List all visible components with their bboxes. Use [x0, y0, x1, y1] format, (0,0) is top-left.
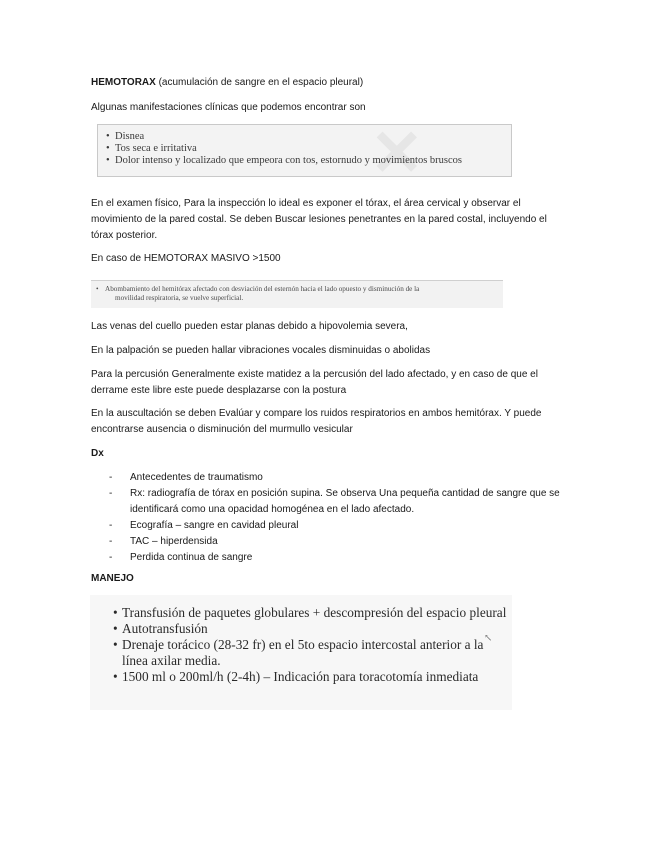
manejo-list	[116, 605, 512, 685]
clinical-manifestations-image	[97, 124, 512, 177]
manejo-item: • 1500 ml o 200ml/h (2-4h) – Indicación para toracotomía inmediata	[122, 669, 512, 685]
masivo-heading: En caso de HEMOTORAX MASIVO >1500	[91, 253, 281, 264]
dx-item: - Perdida continua de sangre	[91, 550, 568, 566]
percusion-text: Para la percusión Generalmente existe matidez a la percusión del lado afectado, y en caso de que el derrame este libre este puede desplazarse con la postura	[91, 369, 538, 396]
manejo-item: • Transfusión de paquetes globulares + descompresión del espacio pleural	[122, 605, 512, 621]
dx-list	[91, 470, 568, 566]
exam-paragraph: En el examen físico, Para la inspección lo ideal es exponer el tórax, el área cervical y observar el movimiento de la pared costal. Se deben Buscar lesiones penetrantes en la pared costal, incluyendo el tórax posterior.	[91, 198, 547, 241]
title-rest: (acumulación de sangre en el espacio pleural)	[155, 77, 364, 88]
manejo-item: • Drenaje torácico (28-32 fr) en el 5to espacio intercostal anterior a la línea axilar media.	[122, 637, 512, 669]
watermark-mark: ✕	[370, 124, 424, 177]
palpacion-text: En la palpación se pueden hallar vibraciones vocales disminuidas o abolidas	[91, 345, 431, 356]
dx-item: - Ecografía – sangre en cavidad pleural	[91, 518, 568, 534]
title-bold: HEMOTORAX	[91, 77, 156, 88]
clinical-item: • Dolor intenso y localizado que empeora con tos, estornudo y movimientos bruscos	[115, 155, 511, 167]
dx-item: - Antecedentes de traumatismo	[91, 470, 568, 486]
masivo-line: • Abombamiento del hemitórax afectado con desviación del esternón hacia el lado opuesto y disminución de la	[105, 285, 420, 293]
manejo-item: • Autotransfusión	[122, 621, 512, 637]
masivo-image	[91, 280, 503, 308]
dx-item: - TAC – hiperdensida	[91, 534, 568, 550]
masivo-item	[105, 285, 503, 303]
dx-heading: Dx	[91, 448, 104, 459]
cursor-icon: ↖	[484, 633, 493, 644]
masivo-line: movilidad respiratoria, se vuelve superficial.	[115, 294, 244, 302]
intro-text: Algunas manifestaciones clínicas que podemos encontrar son	[91, 102, 366, 113]
clinical-list	[106, 131, 511, 167]
section-title	[91, 75, 568, 91]
auscultacion-text: En la auscultación se deben Evalúar y compare los ruidos respiratorios en ambos hemitórax. Y puede encontrarse ausencia o disminución del murmullo vesicular	[91, 408, 542, 435]
masivo-list	[105, 285, 503, 303]
manejo-image	[90, 595, 512, 710]
dx-item: - Rx: radiografía de tórax en posición supina. Se observa Una pequeña cantidad de sangre que se identificará como una opacidad homogénea en el lado afectado.	[91, 486, 568, 518]
venas-text: Las venas del cuello pueden estar planas debido a hipovolemia severa,	[91, 321, 408, 332]
manejo-heading: MANEJO	[91, 573, 134, 584]
clinical-item: • Tos seca e irritativa	[115, 143, 511, 155]
clinical-item: • Disnea	[115, 131, 511, 143]
